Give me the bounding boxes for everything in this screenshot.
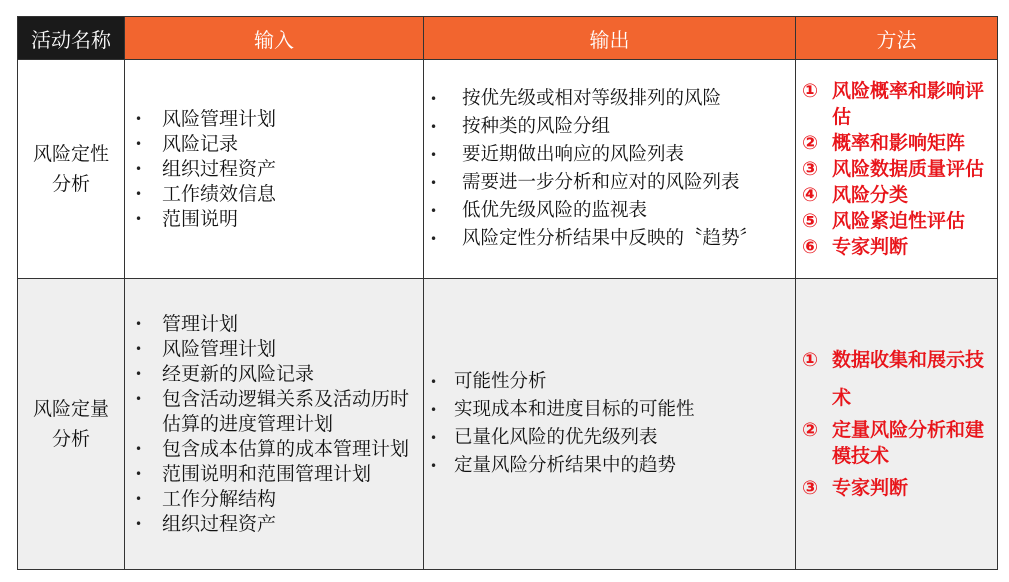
method-text: 风险分类 bbox=[832, 184, 909, 206]
list-item: • 实现成本和进度目标的可能性 bbox=[430, 396, 795, 424]
header-output: 输出 bbox=[424, 17, 796, 60]
list-item bbox=[802, 417, 997, 469]
activity-name-cell bbox=[18, 279, 125, 570]
method-text: 专家判断 bbox=[832, 236, 909, 258]
method-number: ④ bbox=[802, 184, 819, 206]
list-item: • 管理计划 bbox=[135, 312, 423, 337]
input-cell bbox=[125, 60, 424, 279]
output-cell bbox=[424, 60, 796, 279]
list-item: • 可能性分析 bbox=[430, 368, 795, 396]
method-number: ① bbox=[802, 349, 819, 371]
list-item: • 工作绩效信息 bbox=[135, 182, 423, 207]
method-number: ② bbox=[802, 419, 819, 441]
list-item bbox=[802, 182, 997, 208]
list-item: • 组织过程资产 bbox=[135, 512, 423, 537]
list-item: • 需要进一步分析和应对的风险列表 bbox=[430, 169, 795, 197]
method-number: ⑥ bbox=[802, 236, 819, 258]
method-cell bbox=[796, 279, 998, 570]
output-list bbox=[424, 368, 795, 480]
method-text: 专家判断 bbox=[832, 477, 909, 499]
list-item: • 风险定性分析结果中反映的〝趋势〞 bbox=[430, 225, 795, 253]
activity-name: 风险定量 分析 bbox=[32, 398, 109, 450]
list-item: • 按种类的风险分组 bbox=[430, 113, 795, 141]
method-cell bbox=[796, 60, 998, 279]
table-row bbox=[18, 60, 998, 279]
list-item: • 已量化风险的优先级列表 bbox=[430, 424, 795, 452]
header-row bbox=[18, 17, 998, 60]
input-list bbox=[125, 107, 423, 232]
list-item: • 低优先级风险的监视表 bbox=[430, 197, 795, 225]
method-number: ⑤ bbox=[802, 210, 819, 232]
method-list bbox=[796, 78, 997, 260]
list-item bbox=[802, 78, 997, 130]
list-item: • 风险管理计划 bbox=[135, 107, 423, 132]
method-text: 风险紧迫性评估 bbox=[832, 210, 966, 232]
list-item: • 包含成本估算的成本管理计划 bbox=[135, 437, 423, 462]
method-text: 风险数据质量评估 bbox=[832, 158, 985, 180]
list-item: • 定量风险分析结果中的趋势 bbox=[430, 452, 795, 480]
list-item: • 按优先级或相对等级排列的风险 bbox=[430, 85, 795, 113]
method-list bbox=[796, 341, 997, 507]
method-text: 概率和影响矩阵 bbox=[832, 132, 966, 154]
list-item bbox=[802, 341, 997, 417]
list-item: • 组织过程资产 bbox=[135, 157, 423, 182]
list-item: • 包含活动逻辑关系及活动历时估算的进度管理计划 bbox=[135, 387, 423, 437]
list-item bbox=[802, 469, 997, 507]
output-cell bbox=[424, 279, 796, 570]
list-item: • 经更新的风险记录 bbox=[135, 362, 423, 387]
list-item bbox=[802, 208, 997, 234]
header-input: 输入 bbox=[125, 17, 424, 60]
header-method: 方法 bbox=[796, 17, 998, 60]
activity-name: 风险定性 分析 bbox=[32, 143, 109, 195]
method-number: ② bbox=[802, 132, 819, 154]
list-item: • 范围说明和范围管理计划 bbox=[135, 462, 423, 487]
list-item: • 范围说明 bbox=[135, 207, 423, 232]
method-number: ③ bbox=[802, 477, 819, 499]
list-item: • 工作分解结构 bbox=[135, 487, 423, 512]
risk-analysis-table bbox=[17, 16, 998, 570]
header-activity-name: 活动名称 bbox=[18, 17, 125, 60]
activity-name-cell bbox=[18, 60, 125, 279]
list-item bbox=[802, 156, 997, 182]
list-item: • 风险记录 bbox=[135, 132, 423, 157]
list-item bbox=[802, 130, 997, 156]
list-item: • 风险管理计划 bbox=[135, 337, 423, 362]
method-text: 风险概率和影响评估 bbox=[832, 80, 985, 128]
method-text: 数据收集和展示技术 bbox=[832, 349, 985, 409]
method-number: ① bbox=[802, 80, 819, 102]
input-list bbox=[125, 312, 423, 537]
input-cell bbox=[125, 279, 424, 570]
list-item: • 要近期做出响应的风险列表 bbox=[430, 141, 795, 169]
method-text: 定量风险分析和建模技术 bbox=[832, 419, 985, 467]
table-row bbox=[18, 279, 998, 570]
method-number: ③ bbox=[802, 158, 819, 180]
output-list bbox=[424, 85, 795, 253]
list-item bbox=[802, 234, 997, 260]
